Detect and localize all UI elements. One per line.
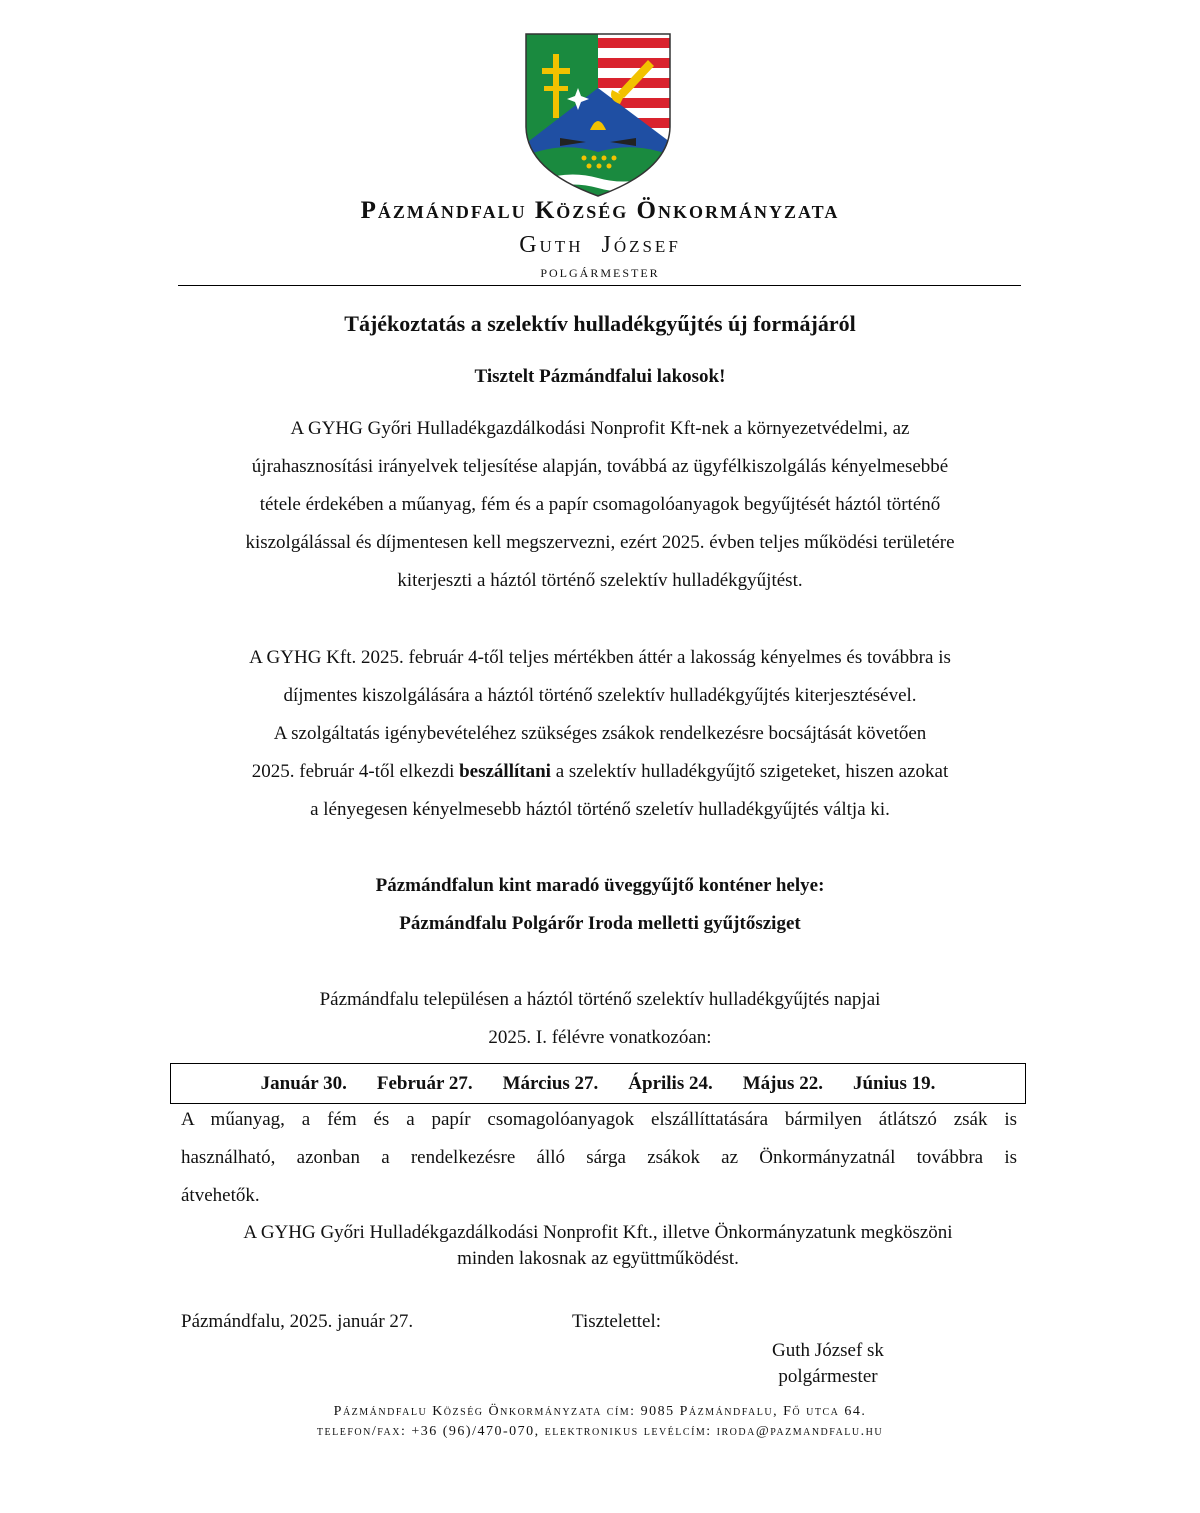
signer-name: Guth József sk <box>772 1340 884 1361</box>
signer-role: polgármester <box>778 1366 878 1387</box>
location-value: Pázmándfalu Polgárőr Iroda melletti gyűjtősziget <box>399 913 801 934</box>
paragraph-line: A GYHG Győri Hulladékgazdálkodási Nonprofit Kft-nek a környezetvédelmi, az <box>290 418 910 439</box>
collection-date: Február 27. <box>376 1072 473 1094</box>
note-line: A műanyag, a fém és a papír csomagolóanyagok elszállíttatására bármilyen átlátszó zsák is <box>181 1109 1017 1130</box>
paragraph-line: újrahasznosítási irányelvek teljesítése alapján, továbbá az ügyfélkiszolgálás kényelmesebbé <box>251 456 949 477</box>
schedule-line: Pázmándfalu településen a háztól történő szelektív hulladékgyűjtés napjai <box>319 989 881 1010</box>
paragraph-line: tétele érdekében a műanyag, fém és a papír csomagolóanyagok begyűjtését háztól történő <box>259 494 941 515</box>
paragraph-transition <box>170 639 1030 829</box>
greeting: Tisztelt Pázmándfalui lakosok! <box>474 366 726 387</box>
line-text: a szelektív hulladékgyűjtő szigeteket, hiszen azokat <box>550 761 949 782</box>
schedule-line: 2025. I. félévre vonatkozóan: <box>488 1027 712 1048</box>
thanks-line: minden lakosnak az együttműködést. <box>457 1248 739 1269</box>
paragraph-line: kiszolgálással és díjmentesen kell megszervezni, ezért 2025. évben teljes működési területére <box>245 532 955 553</box>
place-date: Pázmándfalu, 2025. január 27. <box>181 1311 414 1332</box>
location-heading: Pázmándfalun kint maradó üveggyűjtő konténer helye: <box>375 875 825 896</box>
schedule-intro <box>0 981 1200 1057</box>
collection-date: Június 19. <box>852 1072 936 1094</box>
org-name: Pázmándfalu Község Önkormányzata <box>360 197 840 224</box>
paragraph-line: díjmentes kiszolgálására a háztól történő szelektív hulladékgyűjtés kiterjesztésével. <box>283 685 917 706</box>
emphasis-text: beszállítani <box>459 761 551 782</box>
mayor-role: polgármester <box>540 262 660 281</box>
paragraph-line: A GYHG Kft. 2025. február 4-től teljes mértékben áttér a lakosság kényelmes és továbbra is <box>249 647 951 668</box>
paragraph-line <box>170 753 1030 791</box>
note-line: használható, azonban a rendelkezésre álló sárga zsákok az Önkormányzatnál továbbra is <box>181 1147 1017 1168</box>
collection-date: Április 24. <box>628 1072 713 1094</box>
collection-date: Március 27. <box>502 1072 599 1094</box>
signature-block <box>740 1338 916 1390</box>
paragraph-line: a lényegesen kényelmesebb háztól történő szeletív hulladékgyűjtés váltja ki. <box>310 799 890 820</box>
collection-dates-box <box>170 1063 1026 1104</box>
document-title: Tájékoztatás a szelektív hulladékgyűjtés új formájáról <box>344 311 856 336</box>
header-divider <box>178 285 1021 286</box>
mayor-name: Guth József <box>519 232 681 258</box>
thanks-paragraph <box>170 1220 1026 1272</box>
footer-address: Pázmándfalu Község Önkormányzata cím: 9085 Pázmándfalu, Fő utca 64. <box>333 1404 867 1419</box>
line-text: 2025. február 4-től elkezdi <box>251 761 460 782</box>
collection-date: Május 22. <box>742 1072 823 1094</box>
paragraph-line: A szolgáltatás igénybevételéhez szükséges zsákok rendelkezésre bocsájtását követően <box>273 723 927 744</box>
collection-date: Január 30. <box>260 1072 347 1094</box>
note-line: átvehetők. <box>181 1185 260 1206</box>
village-coat-of-arms-icon <box>520 30 676 198</box>
bag-note <box>181 1101 1017 1215</box>
thanks-line: A GYHG Győri Hulladékgazdálkodási Nonprofit Kft., illetve Önkormányzatunk megköszöni <box>243 1222 953 1243</box>
paragraph-intro <box>170 410 1030 600</box>
glass-container-location <box>0 867 1200 943</box>
closing-regards: Tisztelettel: <box>572 1311 662 1332</box>
paragraph-line: kiterjeszti a háztól történő szelektív hulladékgyűjtést. <box>397 570 803 591</box>
footer-contact: telefon/fax: +36 (96)/470-070, elektronikus levélcím: iroda@pazmandfalu.hu <box>316 1424 884 1439</box>
